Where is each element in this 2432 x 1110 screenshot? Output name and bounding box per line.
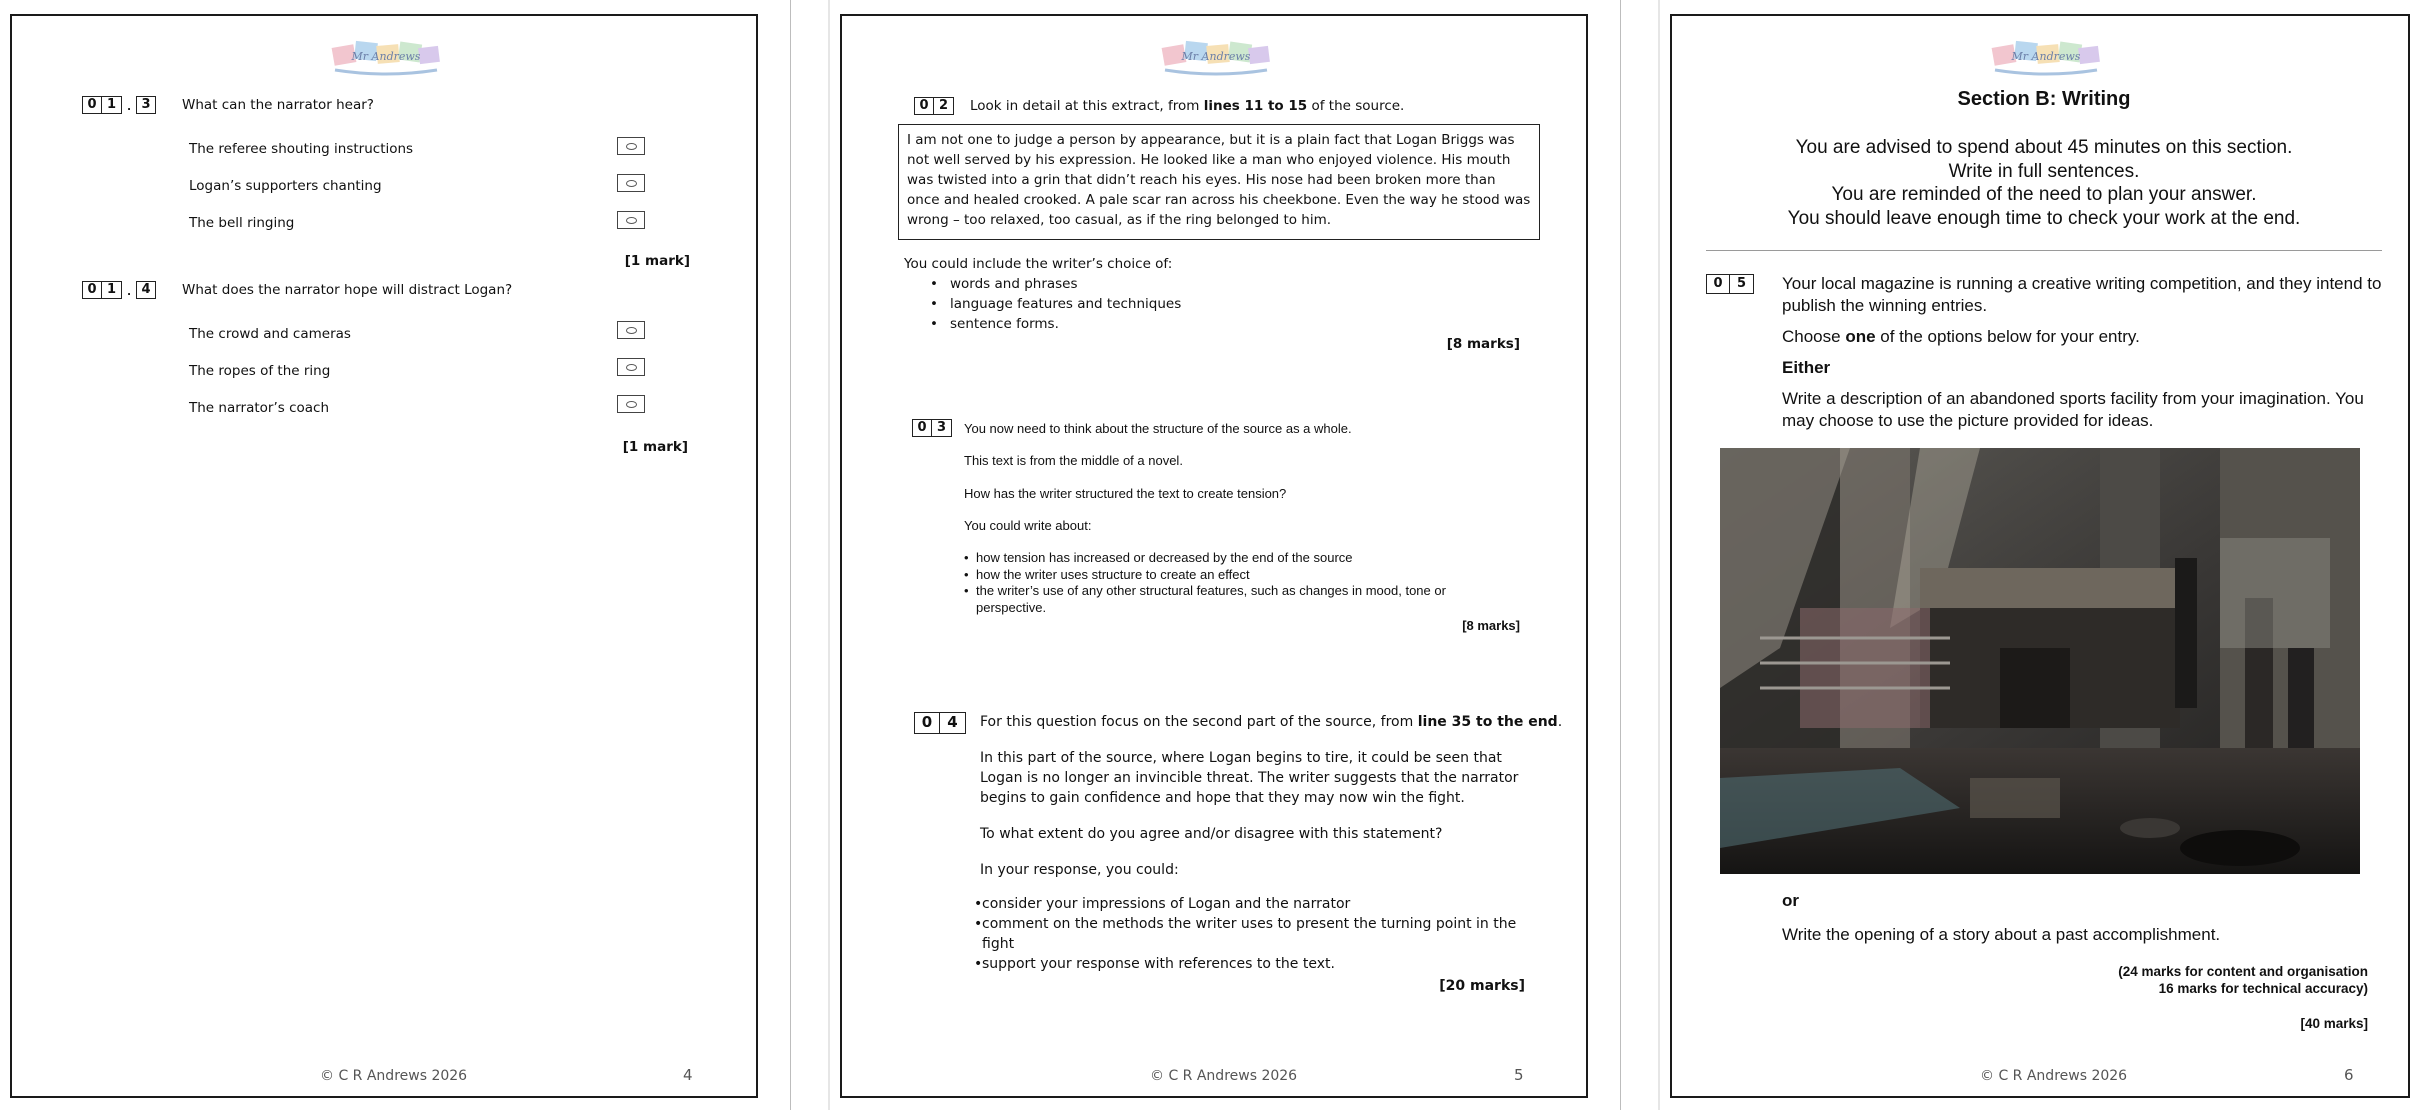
question-text: You now need to think about the structure of the source as a whole. xyxy=(964,421,1352,436)
question-number-01-4: 0 1 . 4 xyxy=(82,281,156,299)
marks-breakdown: (24 marks for content and organisation xyxy=(2118,964,2368,979)
bullet-list xyxy=(964,550,1494,616)
page-5 xyxy=(830,0,1658,1110)
answer-checkbox[interactable] xyxy=(617,137,645,155)
answer-checkbox[interactable] xyxy=(617,395,645,413)
question-number-05: 0 5 xyxy=(1706,274,1754,294)
option-label: The bell ringing xyxy=(189,215,295,231)
svg-text:Mr Andrews: Mr Andrews xyxy=(1181,50,1251,63)
page-4 xyxy=(0,0,828,1110)
question-text: For this question focus on the second part of the source, from line 35 to the end. xyxy=(980,714,1563,730)
list-item: • how the writer uses structure to create an effect xyxy=(964,567,1494,584)
question-number-01-3: 0 1 . 3 xyxy=(82,96,156,114)
page-6 xyxy=(1660,0,2432,1110)
list-item: • sentence forms. xyxy=(926,314,1181,334)
answer-checkbox[interactable] xyxy=(617,174,645,192)
option-label: Logan’s supporters chanting xyxy=(189,178,382,194)
question-number-02: 0 2 xyxy=(914,97,954,115)
school-logo-icon xyxy=(1987,36,2105,80)
list-item: • how tension has increased or decreased by the end of the source xyxy=(964,550,1494,567)
question-text: You could write about: xyxy=(964,518,1092,533)
school-logo-icon xyxy=(1157,36,1275,80)
either-label: Either xyxy=(1782,358,1831,377)
abandoned-gym-photo xyxy=(1720,448,2360,874)
answer-checkbox[interactable] xyxy=(617,321,645,339)
page-number: 4 xyxy=(683,1066,693,1084)
question-text: How has the writer structured the text to create tension? xyxy=(964,486,1287,501)
page-gutter xyxy=(790,0,791,1110)
page-number: 6 xyxy=(2344,1066,2354,1084)
question-text: What does the narrator hope will distract Logan? xyxy=(182,282,513,298)
marks-label: [1 mark] xyxy=(622,439,688,455)
or-label: or xyxy=(1782,891,1799,910)
prompt-text: You could include the writer’s choice of: xyxy=(904,256,1173,272)
marks-label: [8 marks] xyxy=(1446,336,1520,352)
svg-text:Mr Andrews: Mr Andrews xyxy=(351,50,421,63)
question-text: Your local magazine is running a creative writing competition, and they intend to publish the winning entries. xyxy=(1782,274,2382,315)
option-label: The crowd and cameras xyxy=(189,326,351,342)
footer-copyright: © C R Andrews 2026 xyxy=(320,1068,468,1084)
question-text: Look in detail at this extract, from lines 11 to 15 of the source. xyxy=(970,98,1405,114)
page-4-border xyxy=(10,14,758,1098)
marks-label: [1 mark] xyxy=(624,253,690,269)
option-label: The narrator’s coach xyxy=(189,400,330,416)
marks-label: [20 marks] xyxy=(1439,978,1525,994)
statement-paragraph: In this part of the source, where Logan begins to tire, it could be seen that Logan is no longer an invincible threat. The writer suggests that the narrator begins to gain confidence and hope that they may now win the fight. xyxy=(980,750,1519,806)
section-advice: You are advised to spend about 45 minutes on this section. Write in full sentences. You are reminded of the need to plan your answer. You should leave enough time to check your work at the end. xyxy=(1787,137,2301,229)
question-text: Choose one of the options below for your entry. xyxy=(1782,327,2140,346)
source-extract: I am not one to judge a person by appearance, but it is a plain fact that Logan Briggs was not well served by his expression. He looked like a man who enjoyed violence. His mouth was twisted into a grin that didn’t reach his eyes. His nose had been broken more than once and healed crooked. A pale scar ran across his cheekbone. Even the way he stood was wrong – too relaxed, too casual, as if the ring belonged to him. xyxy=(898,124,1540,240)
list-item: • comment on the methods the writer uses to present the turning point in the fight xyxy=(970,914,1530,954)
footer-copyright: © C R Andrews 2026 xyxy=(1150,1068,1298,1084)
marks-breakdown: 16 marks for technical accuracy) xyxy=(2158,981,2368,996)
question-text: To what extent do you agree and/or disagree with this statement? xyxy=(980,826,1443,842)
svg-text:Mr Andrews: Mr Andrews xyxy=(2011,50,2081,63)
marks-label: [8 marks] xyxy=(1462,618,1520,633)
list-item: • the writer’s use of any other structural features, such as changes in mood, tone or perspective. xyxy=(964,583,1494,616)
bullet-list xyxy=(970,894,1530,974)
divider xyxy=(1706,250,2382,251)
question-number-03: 0 3 xyxy=(912,419,952,437)
list-item: • support your response with references to the text. xyxy=(970,954,1530,974)
list-item: • language features and techniques xyxy=(926,294,1181,314)
question-number-04: 0 4 xyxy=(914,712,966,734)
bullet-list xyxy=(926,274,1181,334)
option-label: The ropes of the ring xyxy=(189,363,331,379)
question-text: This text is from the middle of a novel. xyxy=(964,453,1183,468)
answer-checkbox[interactable] xyxy=(617,358,645,376)
option-label: The referee shouting instructions xyxy=(189,141,414,157)
school-logo-icon xyxy=(327,36,445,80)
page-gutter xyxy=(1620,0,1621,1110)
question-text: What can the narrator hear? xyxy=(182,97,374,113)
marks-label: [40 marks] xyxy=(2300,1016,2368,1031)
footer-copyright: © C R Andrews 2026 xyxy=(1980,1068,2128,1084)
question-text: In your response, you could: xyxy=(980,862,1179,878)
answer-checkbox[interactable] xyxy=(617,211,645,229)
section-title: Section B: Writing xyxy=(1957,88,2131,110)
list-item: • words and phrases xyxy=(926,274,1181,294)
page-number: 5 xyxy=(1514,1066,1524,1084)
option-one-text: Write a description of an abandoned sports facility from your imagination. You may choose to use the picture provided for ideas. xyxy=(1782,389,2364,430)
option-two-text: Write the opening of a story about a past accomplishment. xyxy=(1782,925,2221,944)
list-item: • consider your impressions of Logan and the narrator xyxy=(970,894,1530,914)
